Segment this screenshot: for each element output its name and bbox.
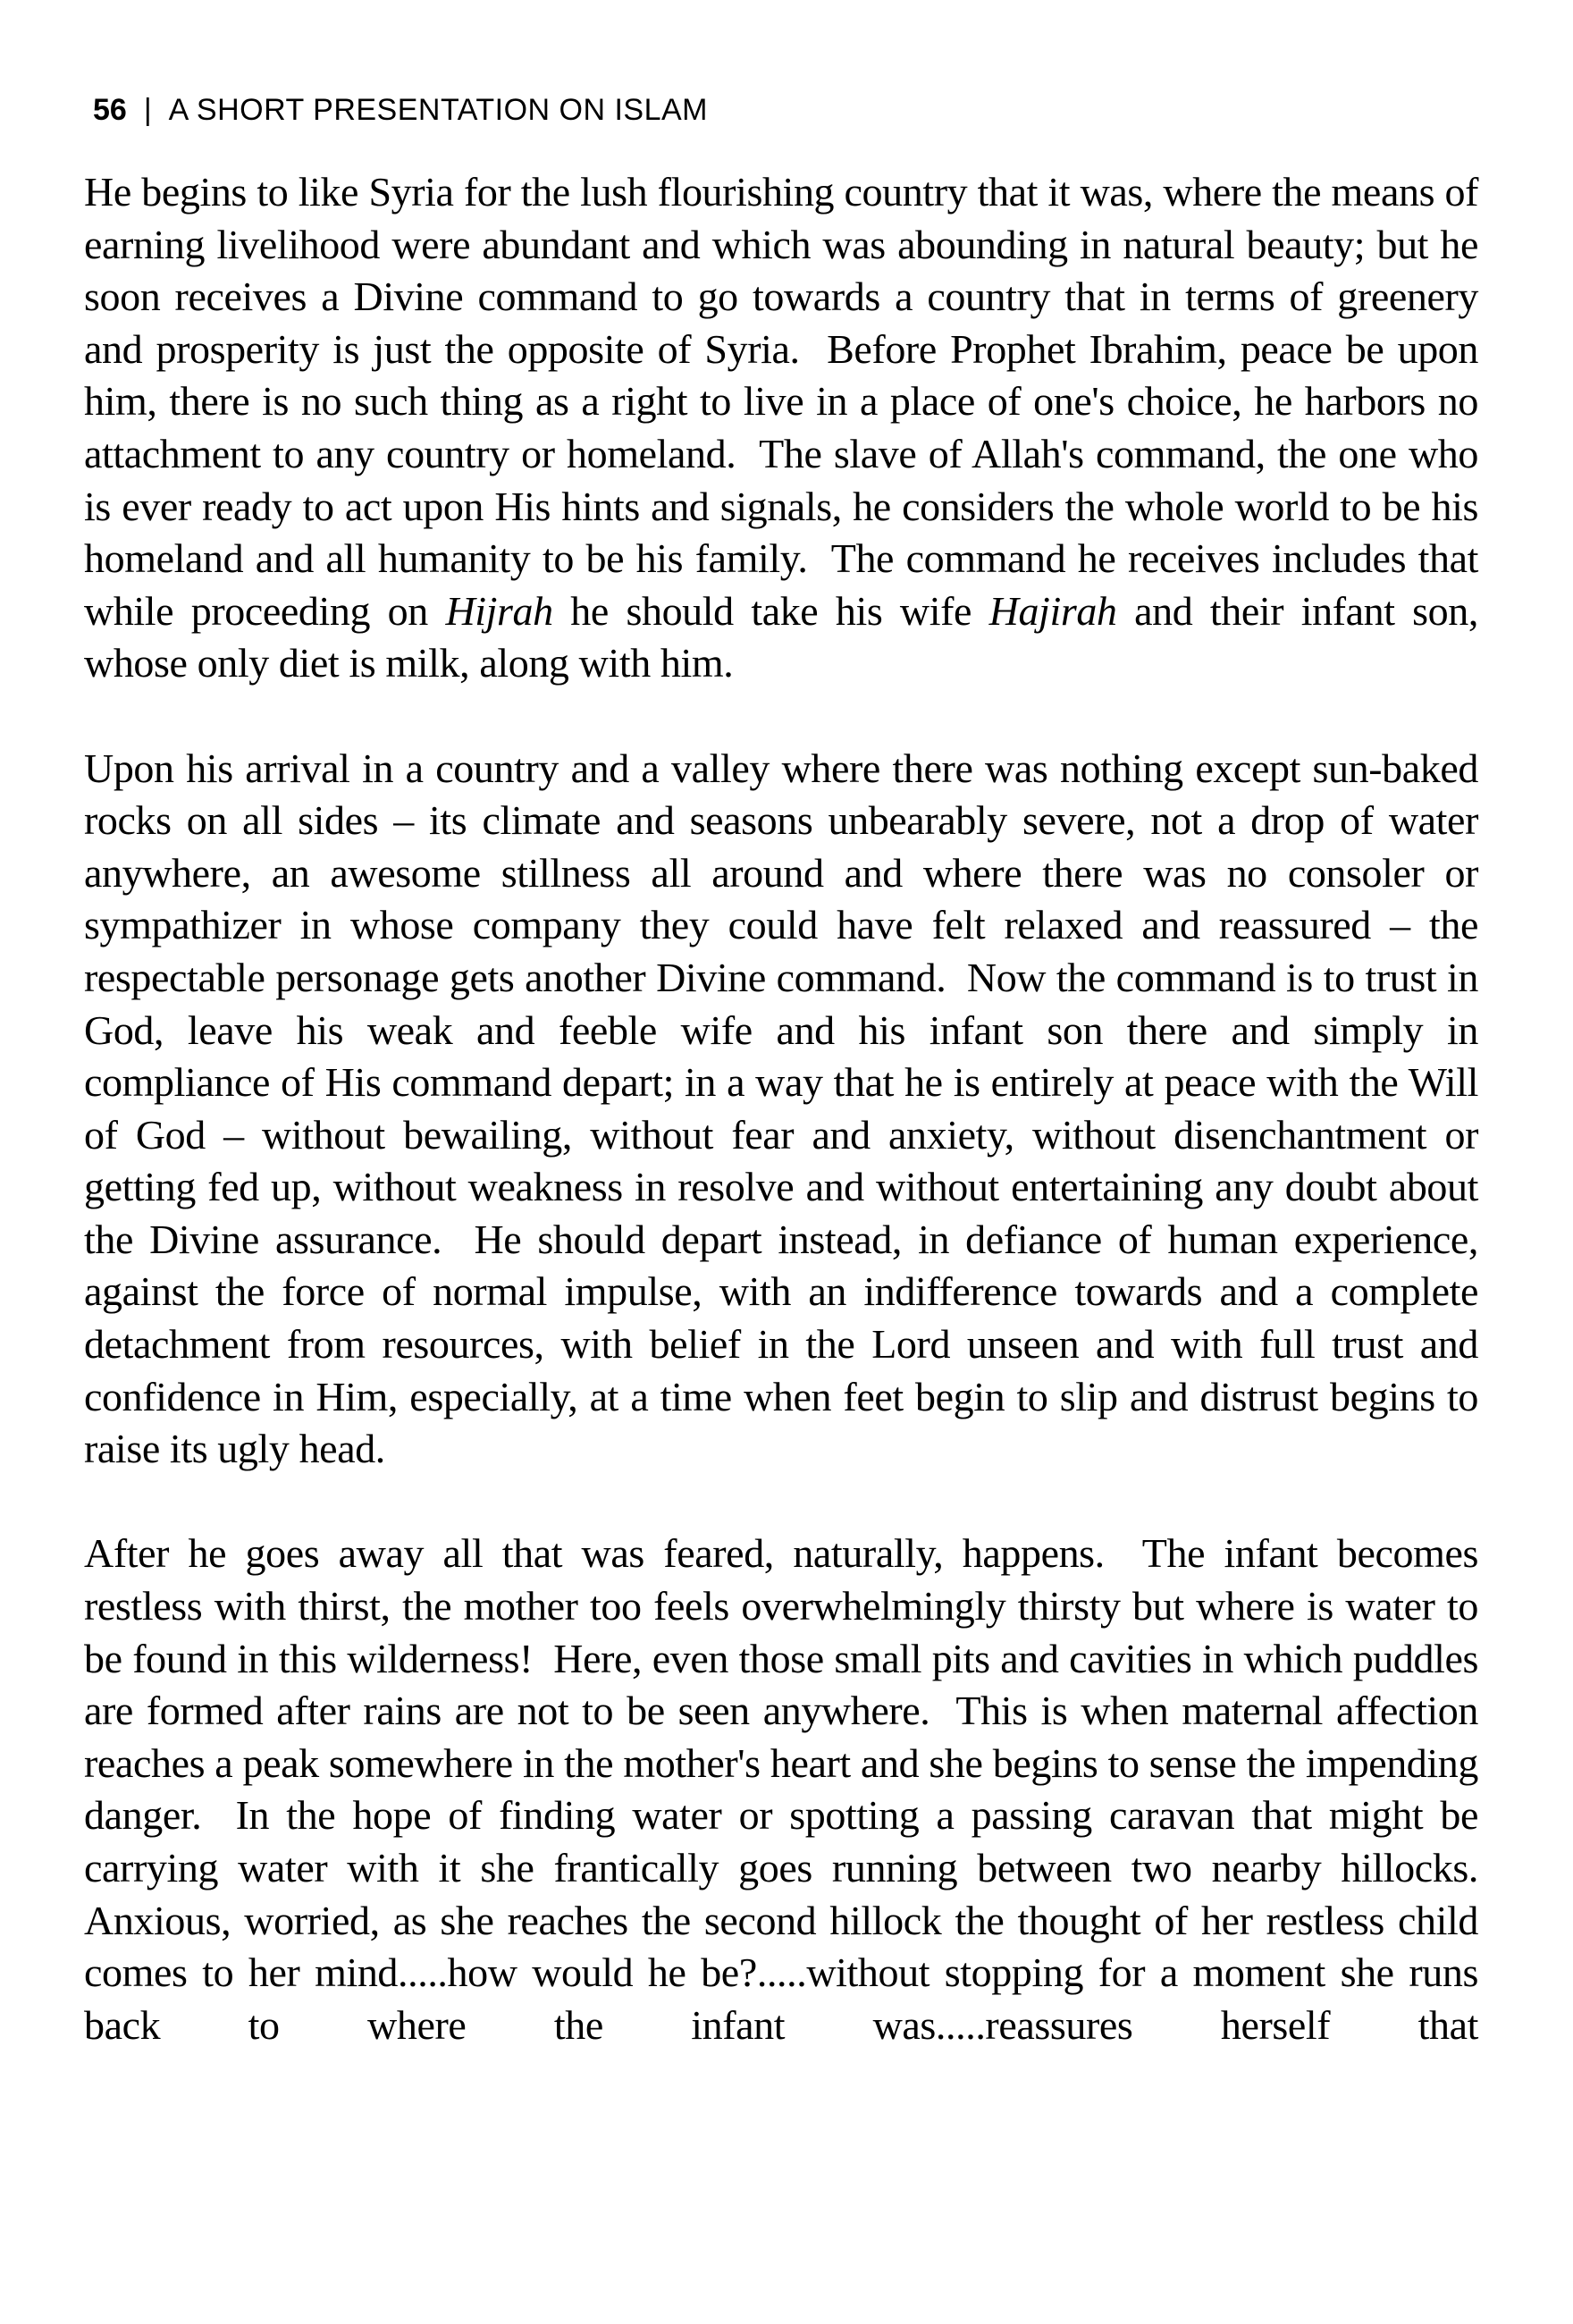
paragraph — [84, 166, 1489, 690]
running-head-title: A SHORT PRESENTATION ON ISLAM — [168, 93, 708, 127]
page-number: 56 — [93, 93, 127, 127]
text-run: After he goes away all that was feared, naturally, happens. The infant becomes restless with thirst, the mother too feels overwhelmingly thirsty but where is water to be found in this wilderness! Here, even those small pits and cavities in which puddles are formed after rains are not to be seen anywhere. This is when maternal affection reaches a peak somewhere in the mother's heart and she begins to sense the impending danger. In the hope of finding water or spotting a passing caravan that might be carrying water with it she frantically goes running between two nearby hillocks. Anxious, worried, as she reaches the second hillock the thought of her restless child comes to her mind.....how would he be?.....without stopping for a moment she runs back to where the infant was.....reassures herself that — [84, 1530, 1499, 2048]
text-run: He begins to like Syria for the lush flourishing country that it was, where the means of earning livelihood were abundant and which was abounding in natural beauty; but he soon receives a Divine command to go towards a country that in terms of greenery and prosperity is just the opposite of Syria. Before Prophet Ibrahim, peace be upon him, there is no such thing as a right to live in a place of one's choice, he harbors no attachment to any country or homeland. The slave of Allah's command, the one who is ever ready to act upon His hints and signals, he considers the whole world to be his homeland and all humanity to be his family. The command he receives includes that while proceeding on — [84, 169, 1489, 634]
header-separator: | — [143, 93, 152, 127]
page-header — [93, 92, 708, 128]
italic-term: Hijrah — [445, 587, 553, 634]
page-body — [84, 166, 1499, 2051]
paragraph — [84, 743, 1489, 1476]
text-run: he should take his wife — [552, 587, 989, 634]
paragraph — [84, 1528, 1499, 2051]
text-run: Upon his arrival in a country and a valley where there was nothing except sun-baked rocks on all sides – its climate and seasons unbearably severe, not a drop of water anywhere, an awesome stillness all around and where there was no consoler or sympathizer in whose company they could have felt relaxed and reassured – the respectable personage gets another Divine command. Now the command is to trust in God, leave his weak and feeble wife and his infant son there and simply in compliance of His command depart; in a way that he is entirely at peace with the Will of God – without bewailing, without fear and anxiety, without disenchantment or getting fed up, without weakness in resolve and without entertaining any doubt about the Divine assurance. He should depart instead, in defiance of human experience, against the force of normal impulse, with an indifference towards and a complete detachment from resources, with belief in the Lord unseen and with full trust and confidence in Him, especially, at a time when feet begin to slip and distrust begins to raise its ugly head. — [84, 745, 1489, 1472]
text-run: and their infant son, whose only diet is milk, along with him. — [84, 587, 1489, 686]
italic-term: Hajirah — [988, 587, 1117, 634]
